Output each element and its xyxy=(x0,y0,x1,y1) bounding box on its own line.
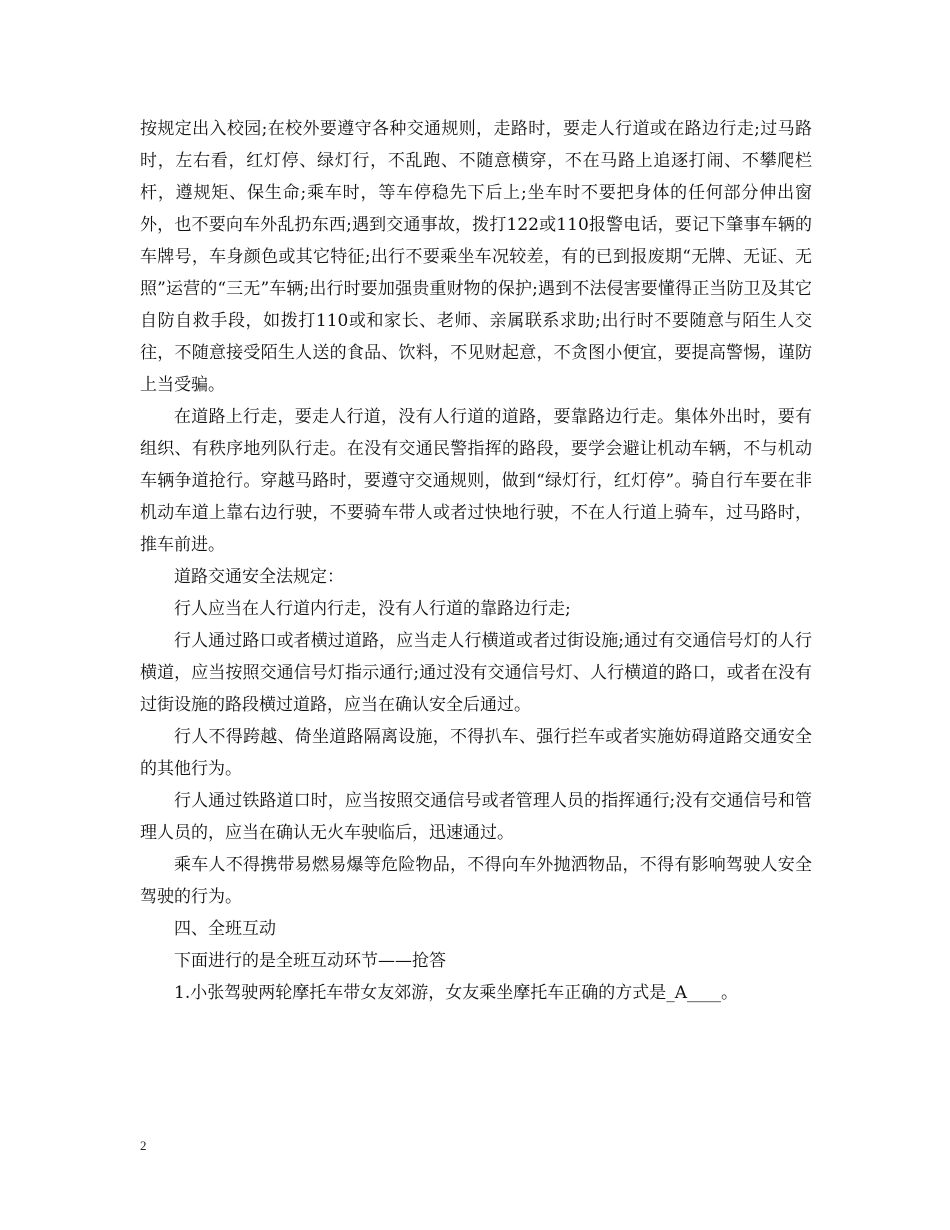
paragraph-5: 行人通过路口或者横过道路，应当走人行横道或者过街设施;通过有交通信号灯的人行横道，应当按照交通信号灯指示通行;通过没有交通信号灯、人行横道的路口，或者在没有过街设施的路段横过道路，应当在确认安全后通过。 xyxy=(140,631,812,715)
paragraph-8: 乘车人不得携带易燃易爆等危险物品，不得向车外抛洒物品，不得有影响驾驶人安全驾驶的行为。 xyxy=(140,855,812,907)
paragraph-1: 按规定出入校园;在校外要遵守各种交通规则，走路时，要走人行道或在路边行走;过马路时，左右看，红灯停、绿灯行，不乱跑、不随意横穿，不在马路上追逐打闹、不攀爬栏杆，遵规矩、保生命;乘车时，等车停稳先下后上;坐车时不要把身体的任何部分伸出窗外，也不要向车外乱扔东西;遇到交通事故，拨打122或110报警电话，要记下肇事车辆的车牌号，车身颜色或其它特征;出行不要乘坐车况较差，有的已到报废期“无牌、无证、无照”运营的“三无”车辆;出行时要加强贵重财物的保护;遇到不法侵害要懂得正当防卫及其它自防自救手段，如拨打110或和家长、老师、亲属联系求助;出行时不要随意与陌生人交往，不随意接受陌生人送的食品、饮料，不见财起意，不贪图小便宜，要提高警惕，谨防上当受骗。 xyxy=(140,119,812,395)
page-number: 2 xyxy=(140,1138,147,1153)
question-1: 1.小张驾驶两轮摩托车带女友郊游，女友乘坐摩托车正确的方式是_A____。 xyxy=(174,983,738,1003)
paragraph-2: 在道路上行走，要走人行道，没有人行道的道路，要靠路边行走。集体外出时，要有组织、有秩序地列队行走。在没有交通民警指挥的路段，要学会避让机动车辆，不与机动车辆争道抢行。穿越马路时，要遵守交通规则，做到“绿灯行，红灯停”。骑自行车要在非机动车道上靠右边行驶，不要骑车带人或者过快地行驶，不在人行道上骑车，过马路时，推车前进。 xyxy=(140,407,812,555)
document-body xyxy=(140,113,812,1009)
paragraph-4: 行人应当在人行道内行走，没有人行道的靠路边行走; xyxy=(174,599,571,619)
paragraph-3: 道路交通安全法规定： xyxy=(174,567,344,587)
section-heading: 四、全班互动 xyxy=(174,919,276,939)
paragraph-7: 行人通过铁路道口时，应当按照交通信号或者管理人员的指挥通行;没有交通信号和管理人员的，应当在确认无火车驶临后，迅速通过。 xyxy=(140,791,812,843)
paragraph-10: 下面进行的是全班互动环节——抢答 xyxy=(174,951,446,971)
paragraph-6: 行人不得跨越、倚坐道路隔离设施，不得扒车、强行拦车或者实施妨碍道路交通安全的其他行为。 xyxy=(140,727,812,779)
